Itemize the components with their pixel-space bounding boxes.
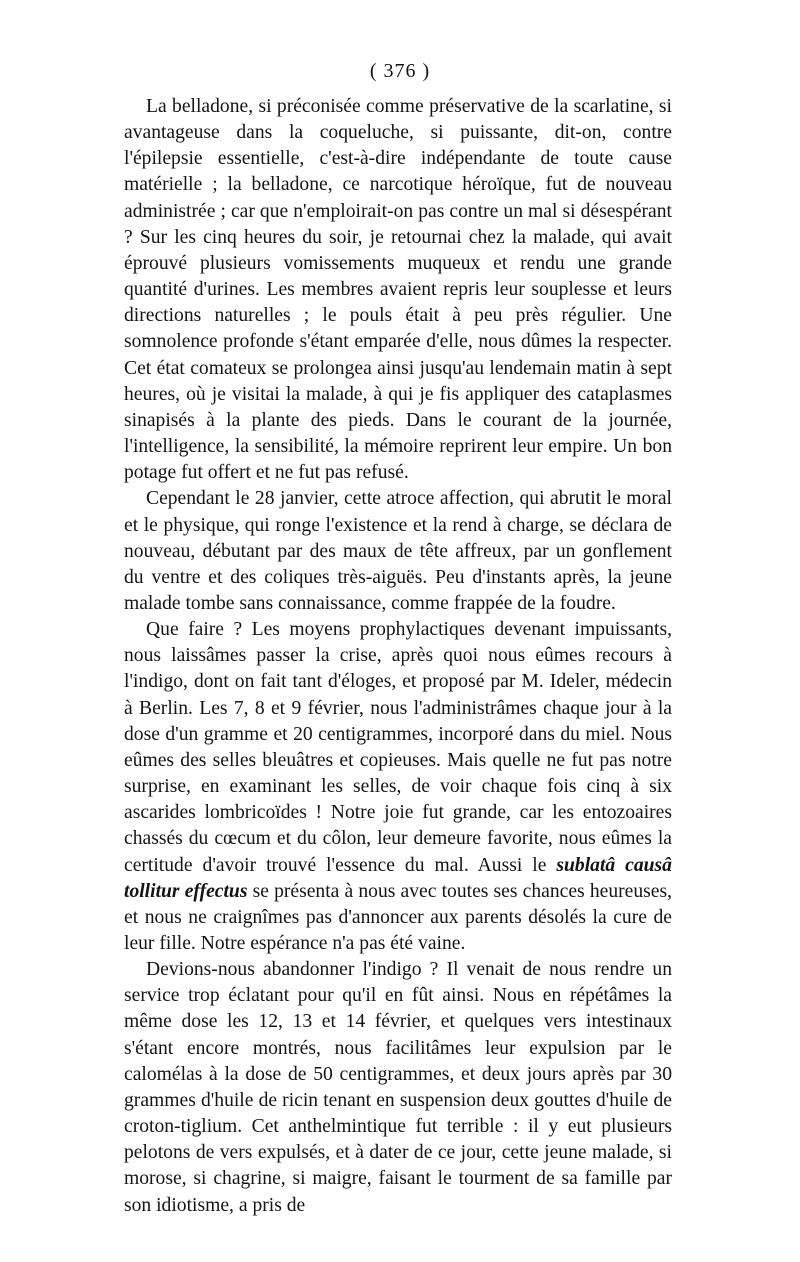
page-number: ( 376 ) [369,60,431,82]
latin-phrase: sublatâ causâ tollitur effectus [124,854,672,902]
paragraph-que-faire [124,617,672,957]
paragraph-text: Devions-nous abandonner l'indigo ? Il venait de nous rendre un service trop éclatant pour qu'il en fût ainsi. Nous en répétâmes la même dose les 12, 13 et 14 février, et quelques vers intestinaux s'étant encore montrés, nous facilitâmes leur expulsion par le calomélas à la dose de 50 centigrammes, et deux jours après par 30 grammes d'huile de ricin tenant en suspension deux gouttes d'huile de croton-tiglium. Cet anthelmintique fut terrible : il y eut plusieurs pelotons de vers expulsés, et à dater de ce jour, cette jeune malade, si morose, si chagrine, si maigre, faisant le tourment de sa famille par son idiotisme, a pris de [124,959,672,1216]
paragraph-text: La belladone, si préconisée comme préservative de la scarlatine, si avantageuse dans la coqueluche, si puissante, dit-on, contre l'épilepsie essentielle, c'est-à-dire indépendante de toute cause matérielle ; la belladone, ce narcotique héroïque, fut de nouveau administrée ; car que n'emploirait-on pas contre un mal si désespérant ? Sur les cinq heures du soir, je retournai chez la malade, qui avait éprouvé plusieurs vomissements muqueux et rendu une grande quantité d'urines. Les membres avaient repris leur souplesse et leurs directions naturelles ; le pouls était à peu près régulier. Une somnolence profonde s'étant emparée d'elle, nous dûmes la respecter. Cet état comateux se prolongea ainsi jusqu'au lendemain matin à sept heures, où je visitai la malade, à qui je fis appliquer des cataplasmes sinapisés à la plante des pieds. Dans le courant de la journée, l'intelligence, la sensibilité, la mémoire reprirent leur empire. Un bon potage fut offert et ne fut pas refusé. [124,96,672,484]
body-text [124,94,672,1219]
paragraph-text: Que faire ? Les moyens prophylactiques devenant impuissants, nous laissâmes passer la crise, après quoi nous eûmes recours à l'indigo, dont on fait tant d'éloges, et proposé par M. Ideler, médecin à Berlin. Les 7, 8 et 9 février, nous l'administrâmes chaque jour à la dose d'un gramme et 20 centigrammes, incorporé dans du miel. Nous eûmes des selles bleuâtres et copieuses. Mais quelle ne fut pas notre surprise, en examinant les selles, de voir chaque fois cinq à six ascarides lombricoïdes ! Notre joie fut grande, car les entozoaires chassés du cœcum et du côlon, leur demeure favorite, nous eûmes la certitude d'avoir trouvé l'essence du mal. Aussi le [124,619,672,876]
paragraph-belladone [124,94,672,486]
paragraph-text: Cependant le 28 janvier, cette atroce affection, qui abrutit le moral et le physique, qui ronge l'existence et la rend à charge, se déclara de nouveau, débutant par des maux de tête affreux, par un gonflement du ventre et des coliques très-aiguës. Peu d'instants après, la jeune malade tombe sans connaissance, comme frappée de la foudre. [124,488,672,614]
paragraph-text: se présenta à nous avec toutes ses chances heureuses, et nous ne craignîmes pas d'annoncer aux parents désolés la cure de leur fille. Notre espérance n'a pas été vaine. [124,880,672,954]
paragraph-cependant [124,486,672,617]
paragraph-devions-nous [124,957,672,1219]
